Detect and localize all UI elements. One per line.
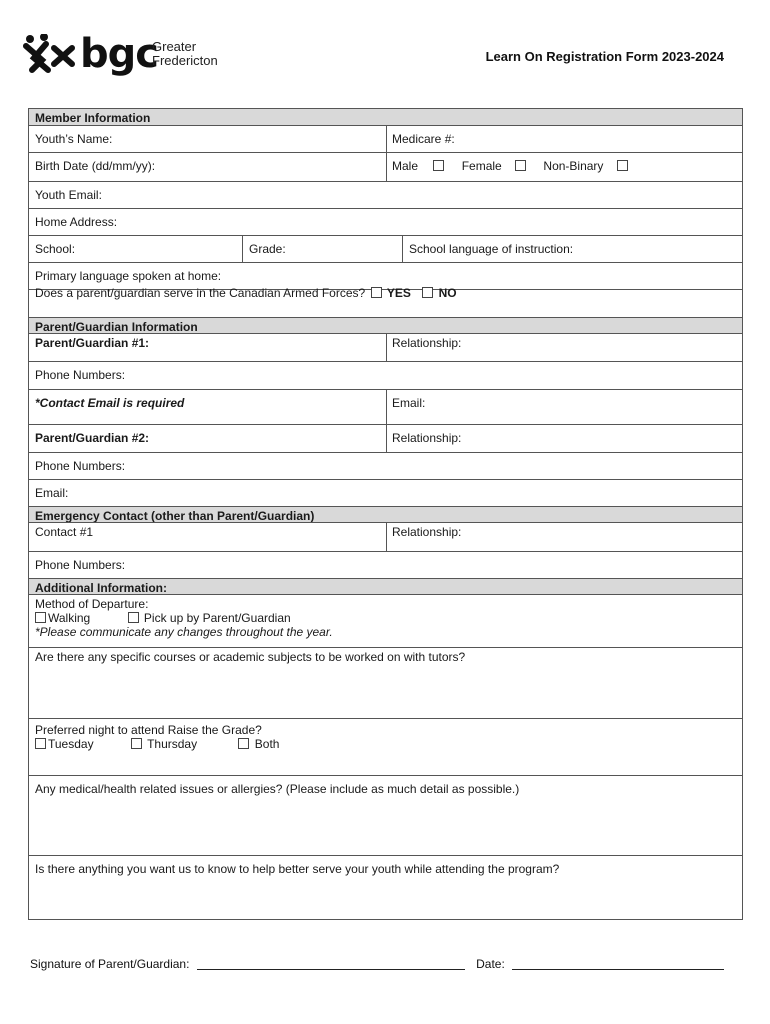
row-guardian-1 bbox=[29, 333, 742, 361]
emergency-relationship-label[interactable]: Relationship: bbox=[392, 525, 462, 539]
section-additional-information: Additional Information: bbox=[29, 578, 742, 594]
school-language-label[interactable]: School language of instruction: bbox=[409, 242, 574, 256]
signature-area bbox=[30, 957, 724, 971]
pickup-label: Pick up by Parent/Guardian bbox=[143, 611, 291, 625]
guardian-1-label[interactable]: Parent/Guardian #1: bbox=[35, 336, 150, 350]
row-guardian-1-email bbox=[29, 389, 742, 424]
grade-label[interactable]: Grade: bbox=[249, 242, 286, 256]
row-emergency-contact-1 bbox=[29, 522, 742, 551]
walking-label: Walking bbox=[48, 611, 91, 625]
guardian-2-phone-label[interactable]: Phone Numbers: bbox=[35, 459, 126, 473]
row-guardian-2-email bbox=[29, 479, 742, 506]
thursday-label: Thursday bbox=[147, 737, 198, 751]
armed-forces-no-checkbox[interactable] bbox=[422, 287, 433, 298]
male-label: Male bbox=[392, 159, 419, 173]
row-method-of-departure bbox=[29, 594, 742, 647]
female-checkbox[interactable] bbox=[515, 160, 526, 171]
row-emergency-phone bbox=[29, 551, 742, 578]
section-member-information: Member Information bbox=[29, 109, 742, 125]
communicate-changes-note: *Please communicate any changes throughout the year. bbox=[35, 625, 333, 639]
registration-form bbox=[28, 108, 743, 920]
row-guardian-1-phone bbox=[29, 361, 742, 389]
medicare-label[interactable]: Medicare #: bbox=[392, 132, 455, 146]
both-checkbox[interactable] bbox=[238, 738, 249, 749]
row-courses bbox=[29, 647, 742, 718]
guardian-1-phone-label[interactable]: Phone Numbers: bbox=[35, 368, 126, 382]
guardian-2-email-label[interactable]: Email: bbox=[35, 486, 69, 500]
guardian-2-label[interactable]: Parent/Guardian #2: bbox=[35, 431, 150, 445]
gender-options bbox=[392, 159, 630, 173]
pickup-checkbox[interactable] bbox=[128, 612, 139, 623]
armed-forces-yes-label: YES bbox=[386, 286, 411, 300]
guardian-1-relationship-label[interactable]: Relationship: bbox=[392, 336, 462, 350]
row-home-address bbox=[29, 208, 742, 235]
non-binary-checkbox[interactable] bbox=[617, 160, 628, 171]
non-binary-label: Non-Binary bbox=[543, 159, 604, 173]
row-youth-email bbox=[29, 181, 742, 208]
section-emergency-contact: Emergency Contact (other than Parent/Guardian) bbox=[29, 506, 742, 522]
row-school bbox=[29, 235, 742, 262]
youth-name-label[interactable]: Youth’s Name: bbox=[35, 132, 113, 146]
tuesday-checkbox[interactable] bbox=[35, 738, 46, 749]
row-medical bbox=[29, 775, 742, 855]
logo-sub-line-1: Greater bbox=[152, 39, 197, 54]
row-primary-language bbox=[29, 262, 742, 289]
male-checkbox[interactable] bbox=[433, 160, 444, 171]
row-guardian-2-phone bbox=[29, 452, 742, 479]
preferred-night-question: Preferred night to attend Raise the Grade? bbox=[35, 723, 262, 737]
youth-email-label[interactable]: Youth Email: bbox=[35, 188, 102, 202]
signature-line[interactable] bbox=[197, 958, 465, 970]
row-armed-forces bbox=[29, 286, 742, 317]
emergency-phone-label[interactable]: Phone Numbers: bbox=[35, 558, 126, 572]
medical-question[interactable]: Any medical/health related issues or allergies? (Please include as much detail as possible.) bbox=[35, 782, 520, 796]
row-guardian-2 bbox=[29, 424, 742, 452]
guardian-1-email-label[interactable]: Email: bbox=[392, 396, 426, 410]
anything-else-question[interactable]: Is there anything you want us to know to help better serve your youth while attending the program? bbox=[35, 862, 560, 876]
logo-word: bgc bbox=[80, 31, 158, 77]
both-label: Both bbox=[254, 737, 280, 751]
walking-checkbox[interactable] bbox=[35, 612, 46, 623]
form-title: Learn On Registration Form 2023-2024 bbox=[485, 49, 724, 64]
date-label: Date: bbox=[476, 957, 505, 971]
bgc-logo bbox=[22, 32, 242, 82]
birth-date-label[interactable]: Birth Date (dd/mm/yy): bbox=[35, 159, 156, 173]
home-address-label[interactable]: Home Address: bbox=[35, 215, 118, 229]
logo-sub-line-2: Fredericton bbox=[152, 53, 218, 68]
courses-question[interactable]: Are there any specific courses or academic subjects to be worked on with tutors? bbox=[35, 650, 466, 664]
row-anything-else bbox=[29, 855, 742, 919]
primary-language-label[interactable]: Primary language spoken at home: bbox=[35, 269, 222, 283]
female-label: Female bbox=[461, 159, 502, 173]
tuesday-label: Tuesday bbox=[48, 737, 94, 751]
departure-label: Method of Departure: bbox=[35, 597, 149, 611]
contact-email-required-note: *Contact Email is required bbox=[35, 396, 185, 410]
logo-subtitle bbox=[152, 40, 218, 68]
school-label[interactable]: School: bbox=[35, 242, 76, 256]
row-preferred-night bbox=[29, 718, 742, 775]
thursday-checkbox[interactable] bbox=[131, 738, 142, 749]
section-parent-guardian: Parent/Guardian Information bbox=[29, 317, 742, 333]
armed-forces-question: Does a parent/guardian serve in the Canadian Armed Forces? bbox=[35, 286, 366, 300]
guardian-2-relationship-label[interactable]: Relationship: bbox=[392, 431, 462, 445]
bgc-people-icon bbox=[22, 34, 76, 74]
row-youth-name bbox=[29, 125, 742, 152]
date-line[interactable] bbox=[512, 958, 724, 970]
emergency-contact-1-label[interactable]: Contact #1 bbox=[35, 525, 94, 539]
row-birth-date bbox=[29, 152, 742, 181]
signature-label: Signature of Parent/Guardian: bbox=[30, 957, 190, 971]
armed-forces-yes-checkbox[interactable] bbox=[371, 287, 382, 298]
armed-forces-no-label: NO bbox=[438, 286, 457, 300]
